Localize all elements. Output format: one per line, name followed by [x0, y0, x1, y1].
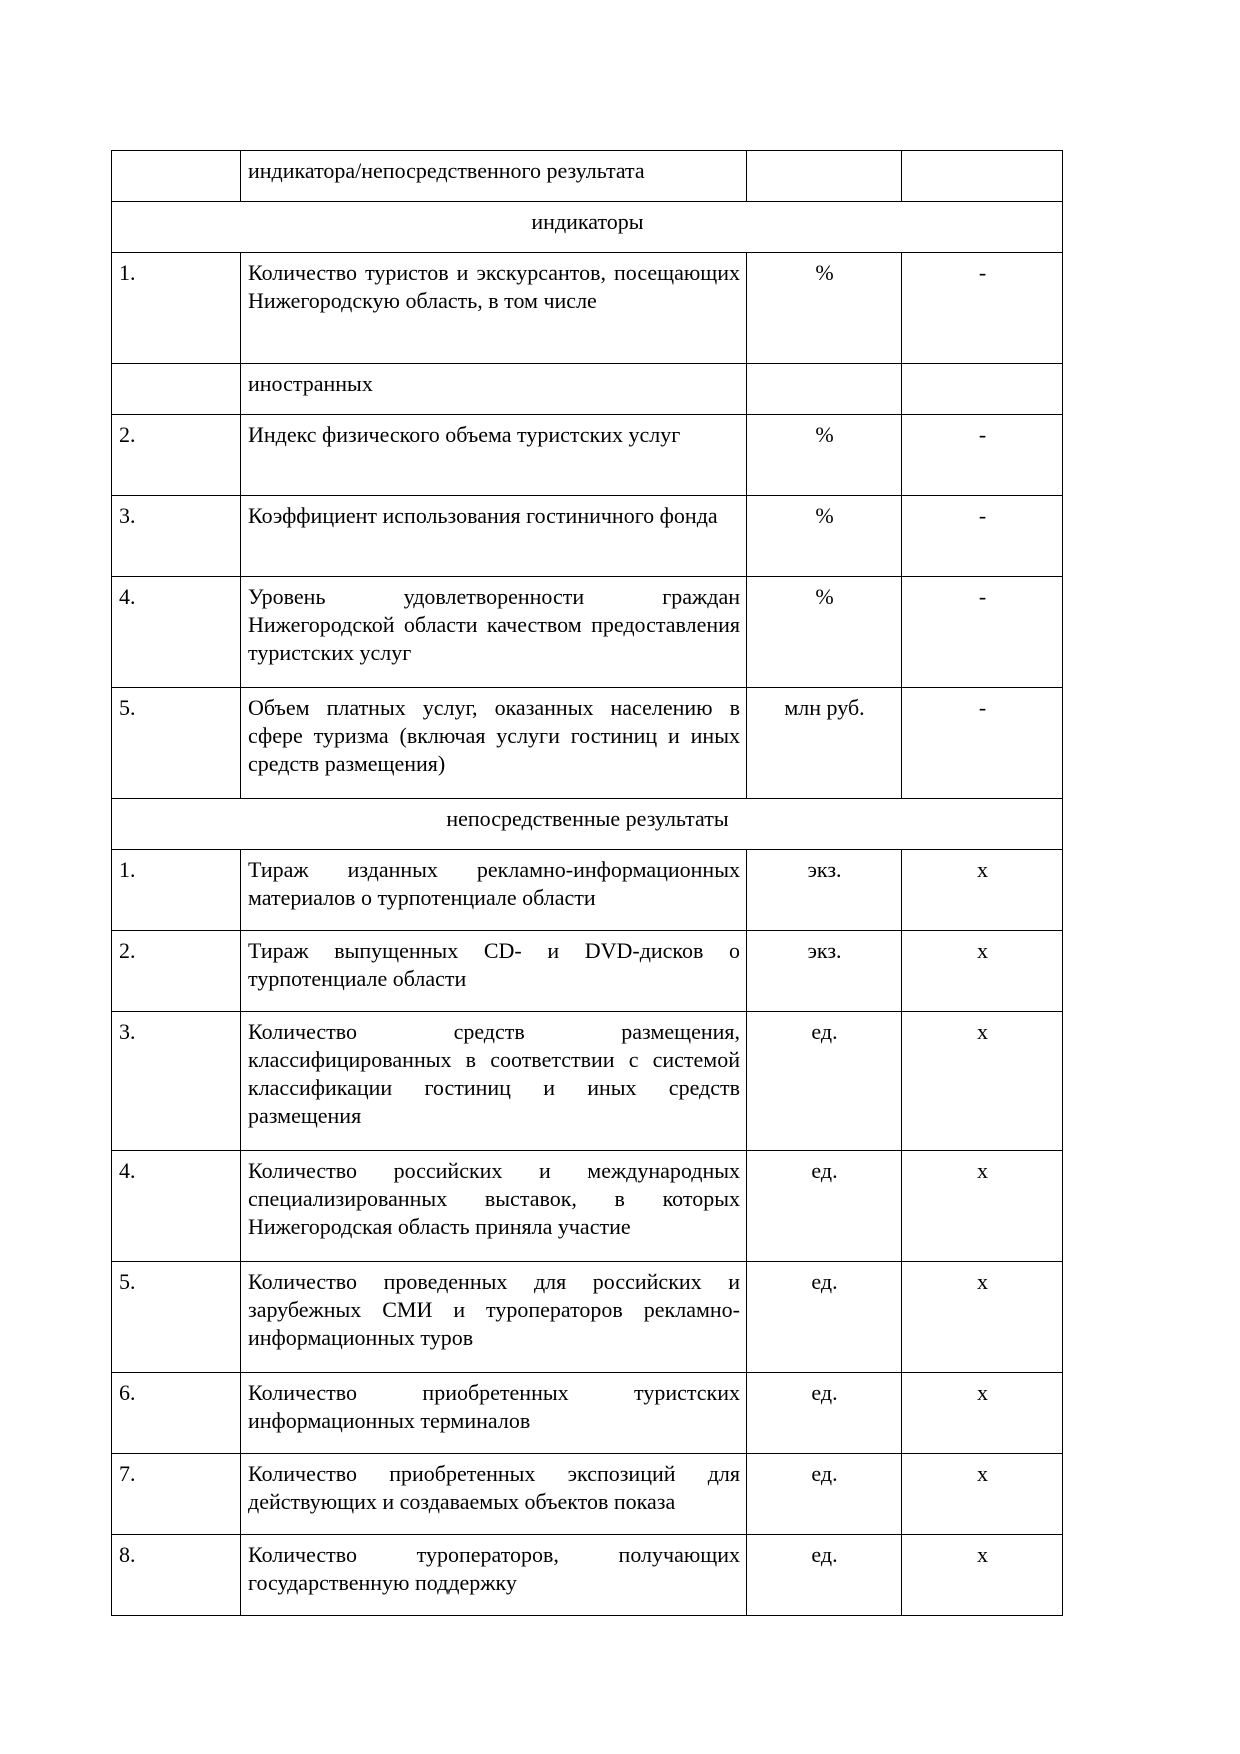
row-unit: %: [747, 253, 902, 364]
row-number: 3.: [112, 496, 241, 577]
row-value: x: [902, 931, 1063, 1012]
table-row: [112, 415, 1063, 496]
row-name: Количество туроператоров, получающих государственную поддержку: [241, 1535, 747, 1616]
row-value: x: [902, 1012, 1063, 1151]
row-number: 3.: [112, 1012, 241, 1151]
row-number: 4.: [112, 1151, 241, 1262]
row-value: -: [902, 415, 1063, 496]
row-number: 7.: [112, 1454, 241, 1535]
table-row: [112, 1262, 1063, 1373]
table-row: [112, 1151, 1063, 1262]
row-number: 2.: [112, 415, 241, 496]
row-value: -: [902, 253, 1063, 364]
row-unit: экз.: [747, 931, 902, 1012]
header-unit-cell: [747, 151, 902, 202]
row-name: Тираж изданных рекламно-информационных материалов о турпотенциале области: [241, 850, 747, 931]
row-number: 1.: [112, 850, 241, 931]
row-value: -: [902, 496, 1063, 577]
row-number: 6.: [112, 1373, 241, 1454]
row-unit: ед.: [747, 1373, 902, 1454]
row-name: Индекс физического объема туристских услуг: [241, 415, 747, 496]
row-unit: ед.: [747, 1535, 902, 1616]
table-row: [112, 1535, 1063, 1616]
row-name: Тираж выпущенных CD- и DVD-дисков о турпотенциале области: [241, 931, 747, 1012]
row-number: 5.: [112, 688, 241, 799]
table-row: [112, 850, 1063, 931]
row-unit: [747, 364, 902, 415]
section-row-indicators: [112, 202, 1063, 253]
header-value-cell: [902, 151, 1063, 202]
row-unit: %: [747, 496, 902, 577]
row-name: иностранных: [241, 364, 747, 415]
row-name: Объем платных услуг, оказанных населению в сфере туризма (включая услуги гостиниц и иных средств размещения): [241, 688, 747, 799]
indicators-table: [111, 150, 1063, 1616]
table-header-row: [112, 151, 1063, 202]
header-name-cell: индикатора/непосредственного результата: [241, 151, 747, 202]
row-unit: %: [747, 577, 902, 688]
section-title: индикаторы: [112, 202, 1063, 253]
table-row: [112, 364, 1063, 415]
row-value: [902, 364, 1063, 415]
table-row: [112, 496, 1063, 577]
row-value: x: [902, 1535, 1063, 1616]
table-row: [112, 1454, 1063, 1535]
row-value: x: [902, 1151, 1063, 1262]
row-name: Количество средств размещения, классифицированных в соответствии с системой классификации гостиниц и иных средств размещения: [241, 1012, 747, 1151]
row-number: 4.: [112, 577, 241, 688]
row-name: Уровень удовлетворенности граждан Нижегородской области качеством предоставления туристских услуг: [241, 577, 747, 688]
row-unit: ед.: [747, 1012, 902, 1151]
table-row: [112, 577, 1063, 688]
row-unit: млн руб.: [747, 688, 902, 799]
table-row: [112, 688, 1063, 799]
row-value: -: [902, 688, 1063, 799]
table-row: [112, 1012, 1063, 1151]
section-row-results: [112, 799, 1063, 850]
row-number: [112, 364, 241, 415]
row-unit: %: [747, 415, 902, 496]
table-row: [112, 1373, 1063, 1454]
row-name: Количество приобретенных экспозиций для действующих и создаваемых объектов показа: [241, 1454, 747, 1535]
row-name: Количество приобретенных туристских информационных терминалов: [241, 1373, 747, 1454]
row-name: Количество проведенных для российских и зарубежных СМИ и туроператоров рекламно-информационных туров: [241, 1262, 747, 1373]
row-unit: ед.: [747, 1151, 902, 1262]
row-value: x: [902, 1454, 1063, 1535]
section-title: непосредственные результаты: [112, 799, 1063, 850]
header-num-cell: [112, 151, 241, 202]
row-value: x: [902, 850, 1063, 931]
row-number: 1.: [112, 253, 241, 364]
row-name: Количество российских и международных специализированных выставок, в которых Нижегородская область приняла участие: [241, 1151, 747, 1262]
table-row: [112, 253, 1063, 364]
row-name: Коэффициент использования гостиничного фонда: [241, 496, 747, 577]
row-value: -: [902, 577, 1063, 688]
row-unit: ед.: [747, 1454, 902, 1535]
row-name: Количество туристов и экскурсантов, посещающих Нижегородскую область, в том числе: [241, 253, 747, 364]
row-value: x: [902, 1262, 1063, 1373]
row-number: 2.: [112, 931, 241, 1012]
row-unit: ед.: [747, 1262, 902, 1373]
row-value: x: [902, 1373, 1063, 1454]
row-number: 8.: [112, 1535, 241, 1616]
row-number: 5.: [112, 1262, 241, 1373]
table-row: [112, 931, 1063, 1012]
row-unit: экз.: [747, 850, 902, 931]
